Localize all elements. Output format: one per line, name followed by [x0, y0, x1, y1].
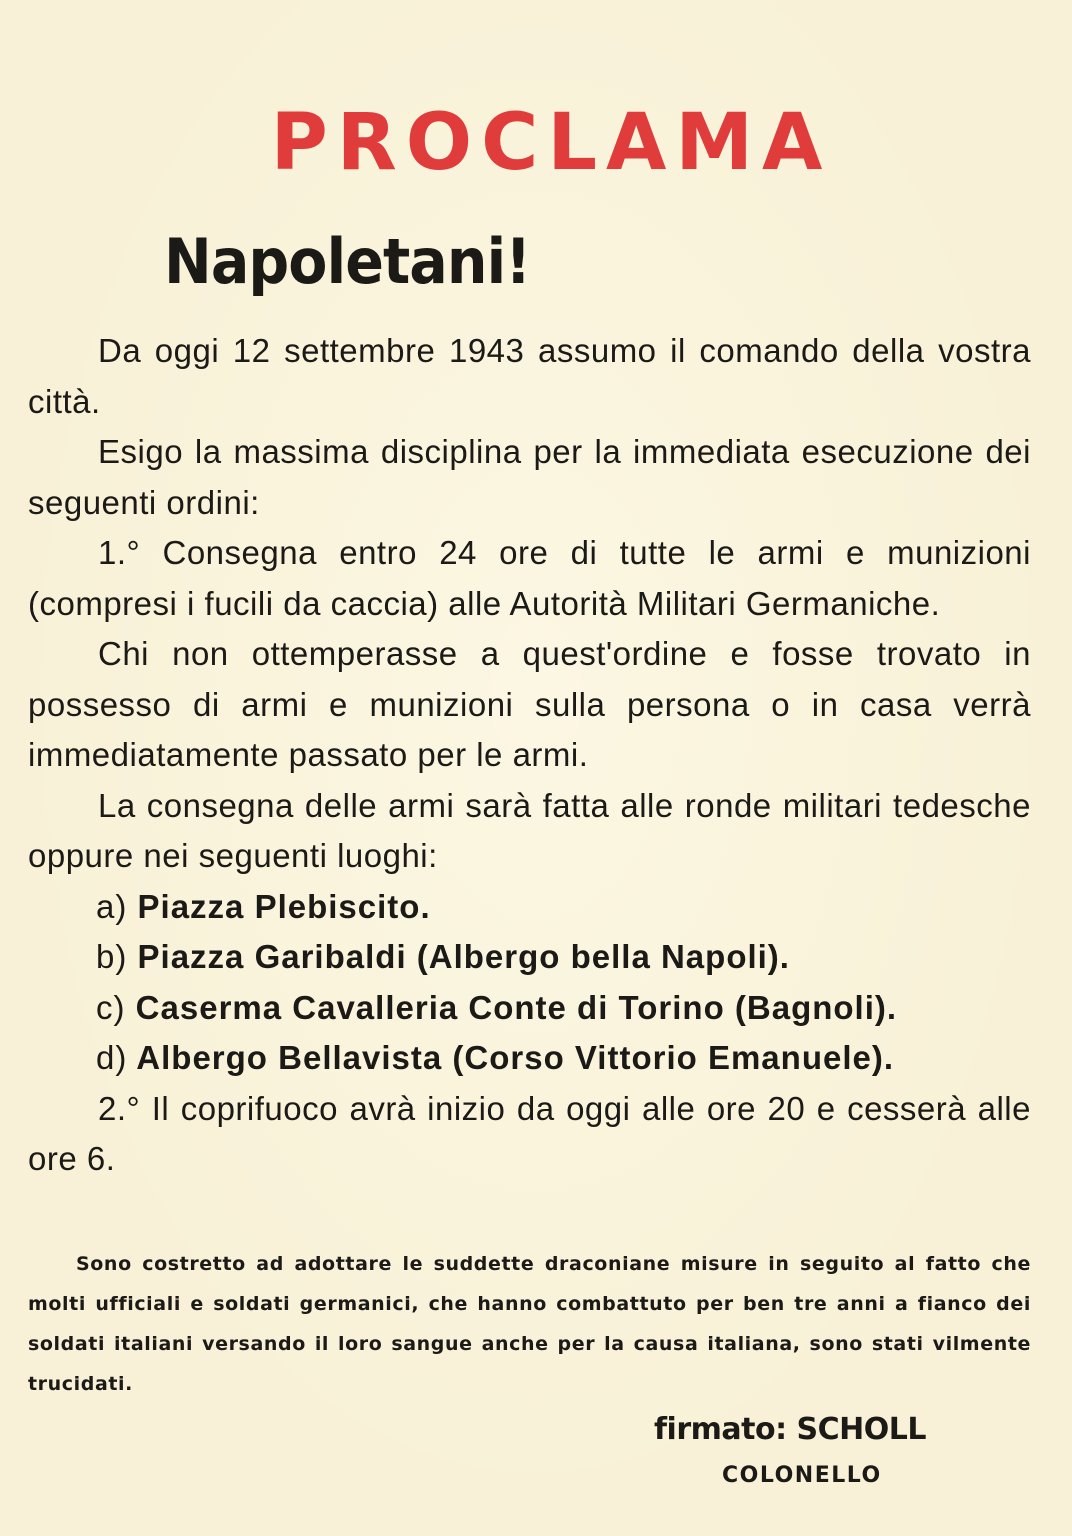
- headline: PROCLAMA: [270, 98, 832, 188]
- paragraph-discipline: Esigo la massima disciplina per la immediata esecuzione dei seguenti ordini:: [28, 433, 1031, 521]
- location-letter: d): [96, 1039, 128, 1076]
- paragraph-penalty: Chi non ottemperasse a quest'ordine e fosse trovato in possesso di armi e munizioni sulla persona o in casa verrà immediatamente passato per le armi.: [28, 635, 1031, 773]
- location-letter: a): [96, 887, 128, 925]
- signatory-rank: COLONELLO: [722, 1463, 882, 1488]
- location-item: [28, 983, 1031, 1034]
- proclamation-body: [28, 326, 1031, 1185]
- location-text: Albergo Bellavista (Corso Vittorio Emanuele).: [136, 1039, 895, 1076]
- justification-note: Sono costretto ad adottare le suddette draconiane misure in seguito al fatto che molti ufficiali e soldati germanici, che hanno combattuto per ben tre anni a fianco dei soldati italiani versando il loro sangue anche per la causa italiana, sono stati vilmente trucidati.: [28, 1253, 1031, 1395]
- paragraph-curfew: 2.° Il coprifuoco avrà inizio da oggi alle ore 20 e cesserà alle ore 6.: [28, 1089, 1031, 1177]
- location-text: Piazza Garibaldi (Albergo bella Napoli).: [137, 938, 790, 975]
- paragraph-order-one: 1.° Consegna entro 24 ore di tutte le armi e munizioni (compresi i fucili da caccia) alle Autorità Militari Germaniche.: [28, 534, 1031, 622]
- location-text: Caserma Cavalleria Conte di Torino (Bagnoli).: [135, 988, 898, 1026]
- paragraph-command: Da oggi 12 settembre 1943 assumo il comando della vostra città.: [28, 332, 1031, 420]
- location-item: [28, 932, 1031, 983]
- location-item: [28, 882, 1031, 933]
- signature: firmato: SCHOLL: [654, 1412, 926, 1447]
- location-letter: b): [96, 938, 128, 975]
- location-letter: c): [96, 988, 126, 1026]
- location-text: Piazza Plebiscito.: [137, 887, 431, 925]
- subhead: Napoletani!: [164, 225, 531, 298]
- paragraph-delivery: La consegna delle armi sarà fatta alle ronde militari tedesche oppure nei seguenti luoghi:: [28, 786, 1031, 874]
- location-item: [28, 1033, 1031, 1084]
